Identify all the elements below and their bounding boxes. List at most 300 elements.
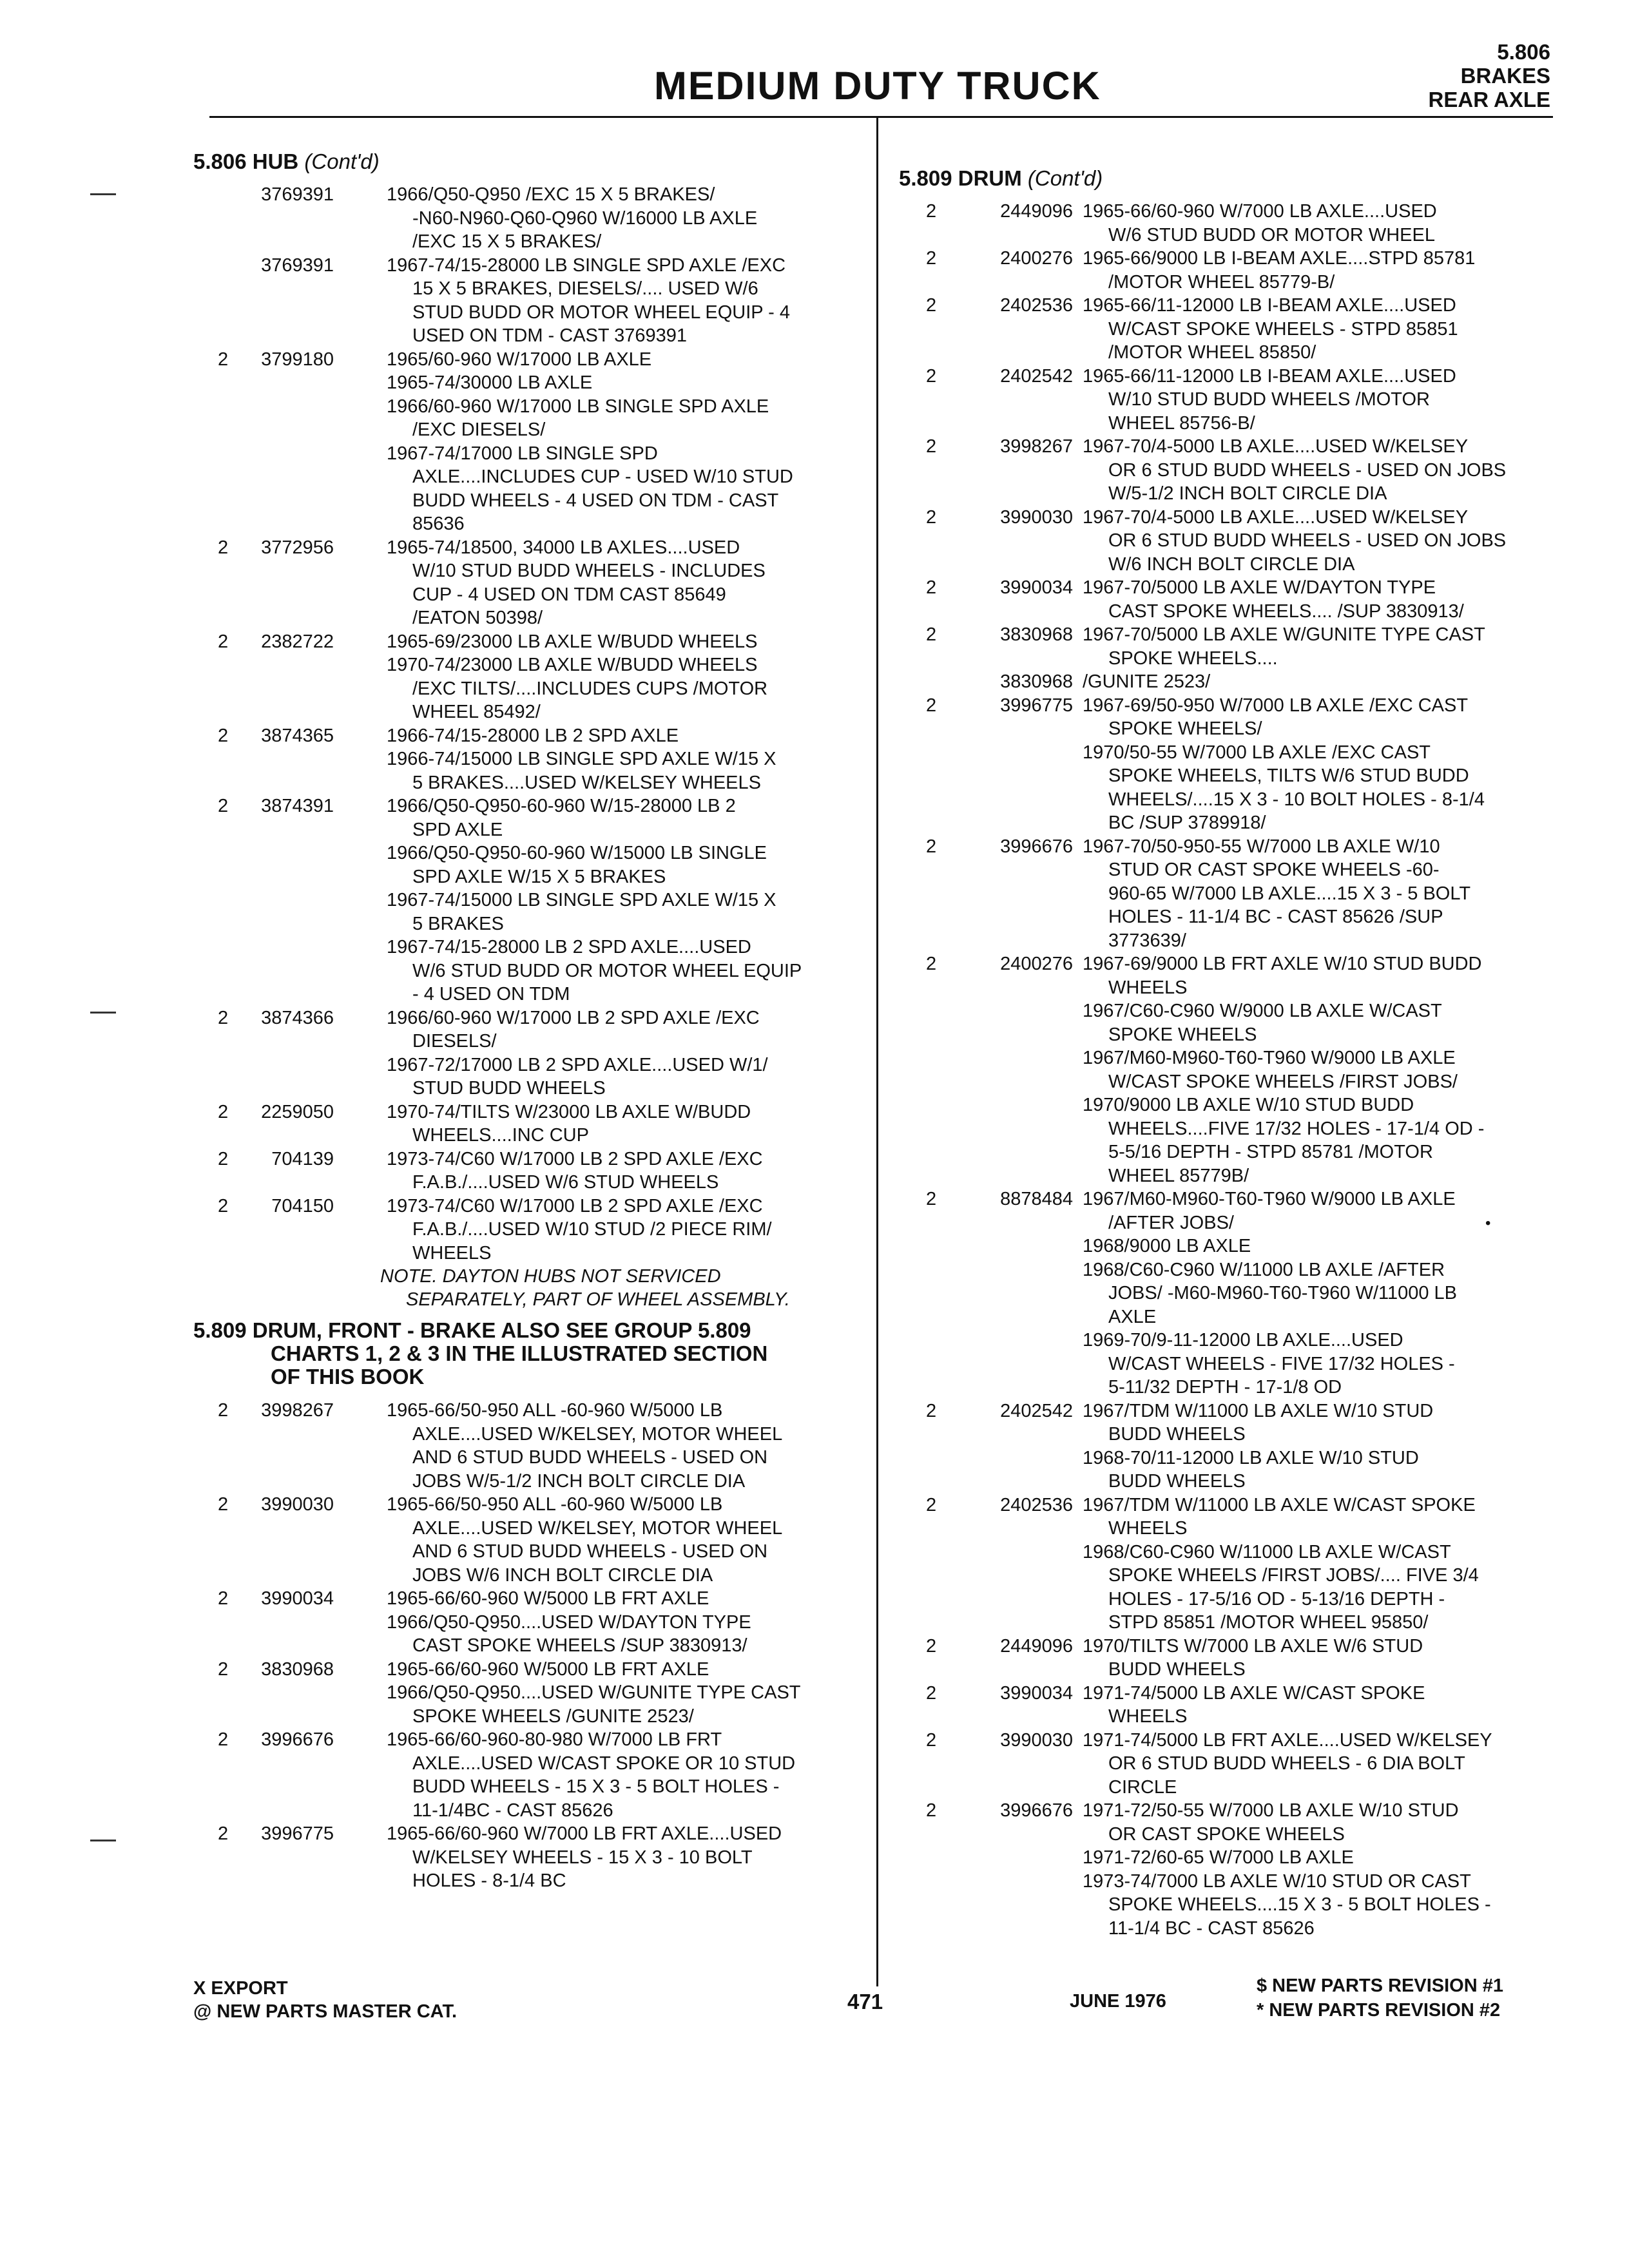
description-line: F.A.B./....USED W/10 STUD /2 PIECE RIM/ [412, 1219, 772, 1240]
part-description [387, 1728, 851, 1822]
description-line: AND 6 STUD BUDD WHEELS - USED ON [412, 1447, 768, 1468]
part-description [387, 1148, 851, 1195]
description-line: SPOKE WHEELS [1108, 1024, 1257, 1045]
description-line: WHEELS....FIVE 17/32 HOLES - 17-1/4 OD - [1108, 1118, 1485, 1139]
quantity: 2 [218, 1588, 229, 1609]
description-line: /MOTOR WHEEL 85779-B/ [1108, 271, 1335, 293]
description-line: /GUNITE 2523/ [1083, 671, 1211, 692]
description-line: 1966/Q50-Q950-60-960 W/15000 LB SINGLE [387, 843, 767, 863]
description-line: 11-1/4 BC - CAST 85626 [1108, 1917, 1315, 1939]
part-entry [193, 1493, 851, 1587]
description-line: 1967-74/15-28000 LB 2 SPD AXLE....USED [387, 937, 751, 957]
quantity: 2 [218, 349, 229, 370]
part-entry [899, 835, 1556, 953]
part-number: 2400276 [1000, 954, 1073, 974]
description-line: 5 BRAKES....USED W/KELSEY WHEELS [412, 772, 761, 793]
description-line: 1965/60-960 W/17000 LB AXLE [387, 349, 652, 370]
description-line: 1965-66/50-950 ALL -60-960 W/5000 LB [387, 1494, 723, 1515]
description-line: BUDD WHEELS - 4 USED ON TDM - CAST [412, 490, 779, 511]
description-line: OR CAST SPOKE WHEELS [1108, 1823, 1345, 1845]
part-entry [899, 1494, 1556, 1635]
part-number: 3830968 [1000, 624, 1073, 645]
part-description [1083, 1729, 1556, 1800]
drum-front-parts-list [193, 1399, 851, 1893]
part-number: 704150 [271, 1195, 334, 1216]
part-description [1083, 200, 1556, 247]
description-line: W/6 STUD BUDD OR MOTOR WHEEL [1108, 224, 1435, 245]
description-line: AXLE....USED W/KELSEY, MOTOR WHEEL [412, 1517, 783, 1539]
part-entry [899, 952, 1556, 1187]
part-description [387, 1822, 851, 1893]
description-line: 1965-66/60-960-80-980 W/7000 LB FRT [387, 1729, 722, 1750]
part-number: 3990030 [1000, 1729, 1073, 1751]
description-line: 11-1/4BC - CAST 85626 [412, 1800, 613, 1821]
description-line: F.A.B./....USED W/6 STUD WHEELS [412, 1172, 719, 1193]
part-entry [193, 1399, 851, 1493]
description-line: 1966-74/15-28000 LB 2 SPD AXLE [387, 725, 679, 746]
description-line: 960-65 W/7000 LB AXLE....15 X 3 - 5 BOLT [1108, 883, 1471, 904]
description-line: W/6 STUD BUDD OR MOTOR WHEEL EQUIP [412, 960, 802, 981]
margin-tick [90, 193, 116, 195]
part-entry [193, 536, 851, 630]
description-line: SPOKE WHEELS, TILTS W/6 STUD BUDD [1108, 765, 1469, 786]
description-line: 1967-70/4-5000 LB AXLE....USED W/KELSEY [1083, 506, 1469, 528]
part-description [1083, 623, 1556, 670]
part-number: 2259050 [261, 1101, 334, 1122]
part-number: 3996676 [261, 1729, 334, 1750]
part-entry [899, 1799, 1556, 1940]
part-description [387, 724, 851, 795]
part-entry [899, 506, 1556, 577]
part-number: 3830968 [1000, 671, 1073, 692]
part-entry [899, 694, 1556, 835]
quantity: 2 [926, 295, 937, 316]
description-line: 15 X 5 BRAKES, DIESELS/.... USED W/6 [412, 278, 758, 299]
part-number: 3996676 [1000, 836, 1073, 857]
part-number: 3990034 [261, 1588, 334, 1609]
note-line-1: NOTE. DAYTON HUBS NOT SERVICED [380, 1266, 721, 1287]
description-line: OR 6 STUD BUDD WHEELS - 6 DIA BOLT [1108, 1753, 1465, 1774]
description-line: AXLE....INCLUDES CUP - USED W/10 STUD [412, 466, 793, 487]
description-line: SPOKE WHEELS.... [1108, 648, 1278, 669]
revision-bullet: • [1485, 1215, 1491, 1232]
description-line: 1967-69/9000 LB FRT AXLE W/10 STUD BUDD [1083, 954, 1482, 974]
description-line: 1970-74/23000 LB AXLE W/BUDD WHEELS [387, 655, 758, 675]
part-number: 3874366 [261, 1007, 334, 1028]
description-line: /EXC TILTS/....INCLUDES CUPS /MOTOR [412, 678, 768, 699]
part-entry [899, 670, 1556, 694]
description-line: 1970/TILTS W/7000 LB AXLE W/6 STUD [1083, 1635, 1423, 1657]
revision-1: $ NEW PARTS REVISION #1 [1257, 1975, 1503, 1996]
description-line: 1965-66/60-960 W/5000 LB FRT AXLE [387, 1658, 709, 1680]
description-line: 85636 [412, 514, 465, 534]
description-line: 5 BRAKES [412, 913, 504, 934]
description-line: W/CAST WHEELS - FIVE 17/32 HOLES - [1108, 1353, 1455, 1374]
column-divider [876, 118, 878, 1986]
part-number: 3990034 [1000, 1682, 1073, 1704]
description-line: 1967-69/50-950 W/7000 LB AXLE /EXC CAST [1083, 695, 1469, 716]
description-line: OR 6 STUD BUDD WHEELS - USED ON JOBS [1108, 459, 1507, 481]
part-number: 2449096 [1000, 201, 1073, 222]
description-line: 1967/M60-M960-T60-T960 W/9000 LB AXLE [1083, 1048, 1456, 1068]
description-line: AXLE [1108, 1306, 1157, 1327]
description-line: 1965-74/18500, 34000 LB AXLES....USED [387, 537, 740, 558]
note-line-2: SEPARATELY, PART OF WHEEL ASSEMBLY. [406, 1289, 790, 1310]
section-label: 5.809 DRUM [899, 166, 1022, 190]
publication-date: JUNE 1976 [1070, 1991, 1166, 2012]
part-number: 3996676 [1000, 1800, 1073, 1821]
description-line: 1968/9000 LB AXLE [1083, 1236, 1251, 1256]
quantity: 2 [926, 954, 937, 974]
description-line: SPD AXLE W/15 X 5 BRAKES [412, 866, 666, 887]
description-line: STUD OR CAST SPOKE WHEELS -60- [1108, 860, 1440, 880]
quantity: 2 [218, 1658, 229, 1680]
description-line: /EXC DIESELS/ [412, 419, 546, 440]
description-line: BUDD WHEELS [1108, 1659, 1246, 1680]
description-line: AND 6 STUD BUDD WHEELS - USED ON [412, 1541, 768, 1562]
description-line: 1970-74/TILTS W/23000 LB AXLE W/BUDD [387, 1101, 751, 1122]
part-description [1083, 365, 1556, 436]
part-number: 3990030 [261, 1494, 334, 1515]
description-line: 1973-74/C60 W/17000 LB 2 SPD AXLE /EXC [387, 1148, 763, 1169]
description-line: 1968/C60-C960 W/11000 LB AXLE W/CAST [1083, 1541, 1451, 1562]
quantity: 2 [926, 506, 937, 528]
description-line: SPOKE WHEELS /GUNITE 2523/ [412, 1706, 694, 1727]
description-line: SPD AXLE [412, 819, 503, 840]
quantity: 2 [926, 1635, 937, 1657]
quantity: 2 [926, 436, 937, 457]
margin-tick [90, 1840, 116, 1841]
section-heading-line: CHARTS 1, 2 & 3 IN THE ILLUSTRATED SECTION [271, 1341, 768, 1365]
section-heading-drum-front [193, 1319, 851, 1389]
description-line: CUP - 4 USED ON TDM CAST 85649 [412, 584, 726, 605]
section-heading-line: OF THIS BOOK [271, 1365, 425, 1389]
description-line: BC /SUP 3789918/ [1108, 812, 1266, 833]
description-line: 1971-72/60-65 W/7000 LB AXLE [1083, 1847, 1354, 1868]
part-entry [193, 1148, 851, 1195]
part-number: 3998267 [261, 1400, 334, 1421]
description-line: 1970/50-55 W/7000 LB AXLE /EXC CAST [1083, 742, 1431, 763]
part-description [1083, 576, 1556, 623]
part-entry [193, 254, 851, 348]
description-line: -N60-N960-Q60-Q960 W/16000 LB AXLE [412, 207, 758, 229]
description-line: 1965-66/60-960 W/7000 LB AXLE....USED [1083, 201, 1437, 222]
quantity: 2 [218, 1007, 229, 1028]
description-line: 1967-70/4-5000 LB AXLE....USED W/KELSEY [1083, 436, 1469, 457]
part-number: 2402536 [1000, 1494, 1073, 1515]
quantity: 2 [926, 365, 937, 387]
description-line: 1970/9000 LB AXLE W/10 STUD BUDD [1083, 1095, 1414, 1115]
new-parts-legend: @ NEW PARTS MASTER CAT. [193, 2001, 458, 2022]
category-brakes: BRAKES [1460, 64, 1550, 88]
part-number: 3874391 [261, 796, 334, 816]
quantity: 2 [218, 537, 229, 558]
page-number: 471 [847, 1990, 883, 2013]
part-entry [899, 1682, 1556, 1729]
description-line: 1966/Q50-Q950....USED W/DAYTON TYPE [387, 1611, 751, 1633]
quantity: 2 [926, 201, 937, 222]
description-line: WHEELS [1108, 1706, 1188, 1727]
description-line: /EATON 50398/ [412, 608, 543, 628]
description-line: OR 6 STUD BUDD WHEELS - USED ON JOBS [1108, 530, 1507, 551]
part-entry [899, 1187, 1556, 1399]
part-number: 3769391 [261, 184, 334, 205]
part-entry [193, 630, 851, 724]
part-number: 2382722 [261, 631, 334, 652]
part-entry [899, 200, 1556, 247]
description-line: WHEELS [412, 1242, 492, 1264]
description-line: HOLES - 17-5/16 OD - 5-13/16 DEPTH - [1108, 1588, 1445, 1610]
continued-label: (Cont'd) [1027, 166, 1103, 190]
description-line: 1971-74/5000 LB FRT AXLE....USED W/KELSEY [1083, 1729, 1492, 1751]
section-heading-line: 5.809 DRUM, FRONT - BRAKE ALSO SEE GROUP 5.809 [193, 1318, 751, 1342]
description-line: CAST SPOKE WHEELS /SUP 3830913/ [412, 1635, 747, 1656]
quantity: 2 [926, 1729, 937, 1751]
part-entry [193, 1822, 851, 1893]
description-line: WHEELS/....15 X 3 - 10 BOLT HOLES - 8-1/4 [1108, 789, 1485, 810]
quantity: 2 [218, 1195, 229, 1216]
description-line: 1966/60-960 W/17000 LB 2 SPD AXLE /EXC [387, 1007, 760, 1028]
quantity: 2 [218, 1729, 229, 1750]
page-title: MEDIUM DUTY TRUCK [654, 64, 1101, 108]
quantity: 2 [926, 836, 937, 857]
part-number: 2402536 [1000, 295, 1073, 316]
quantity: 2 [218, 796, 229, 816]
quantity: 2 [926, 1494, 937, 1515]
description-line: W/5-1/2 INCH BOLT CIRCLE DIA [1108, 483, 1387, 504]
description-line: 3773639/ [1108, 930, 1186, 951]
part-entry [193, 724, 851, 795]
description-line: W/10 STUD BUDD WHEELS /MOTOR [1108, 389, 1430, 410]
category-rear-axle: REAR AXLE [1428, 88, 1550, 111]
part-entry [899, 1729, 1556, 1800]
description-line: /EXC 15 X 5 BRAKES/ [412, 231, 602, 252]
drum-parts-list [899, 200, 1556, 1940]
description-line: 1965-66/9000 LB I-BEAM AXLE....STPD 85781 [1083, 248, 1476, 269]
description-line: AXLE....USED W/KELSEY, MOTOR WHEEL [412, 1423, 783, 1445]
part-number: 2400276 [1000, 248, 1073, 269]
description-line: 1965-66/50-950 ALL -60-960 W/5000 LB [387, 1400, 723, 1421]
part-description [387, 183, 851, 254]
description-line: 1967-72/17000 LB 2 SPD AXLE....USED W/1/ [387, 1054, 768, 1075]
quantity: 2 [218, 631, 229, 652]
part-number: 3996775 [1000, 695, 1073, 716]
description-line: JOBS W/6 INCH BOLT CIRCLE DIA [412, 1564, 713, 1586]
description-line: 1968/C60-C960 W/11000 LB AXLE /AFTER [1083, 1259, 1445, 1280]
quantity: 2 [926, 624, 937, 645]
part-description [387, 1006, 851, 1100]
description-line: 1966-74/15000 LB SINGLE SPD AXLE W/15 X [387, 749, 776, 769]
description-line: DIESELS/ [412, 1031, 497, 1052]
part-entry [193, 348, 851, 536]
description-line: 1966/60-960 W/17000 LB SINGLE SPD AXLE [387, 396, 769, 417]
part-number: 3799180 [261, 349, 334, 370]
description-line: SPOKE WHEELS /FIRST JOBS/.... FIVE 3/4 [1108, 1565, 1479, 1586]
part-description [1083, 1494, 1556, 1635]
part-entry [193, 1728, 851, 1822]
description-line: 1967/TDM W/11000 LB AXLE W/10 STUD [1083, 1400, 1434, 1421]
section-code-block [1429, 40, 1550, 111]
revision-legend [1257, 1974, 1503, 2023]
description-line: 1968-70/11-12000 LB AXLE W/10 STUD [1083, 1447, 1419, 1468]
quantity: 2 [926, 1189, 937, 1209]
description-line: W/10 STUD BUDD WHEELS - INCLUDES [412, 561, 766, 581]
quantity: 2 [926, 695, 937, 716]
description-line: 1971-74/5000 LB AXLE W/CAST SPOKE [1083, 1682, 1425, 1704]
description-line: 1973-74/C60 W/17000 LB 2 SPD AXLE /EXC [387, 1195, 763, 1216]
description-line: 1967-74/17000 LB SINGLE SPD [387, 443, 658, 464]
description-line: STPD 85851 /MOTOR WHEEL 95850/ [1108, 1612, 1429, 1633]
part-entry [899, 1635, 1556, 1682]
footer-legend [193, 1977, 457, 2023]
description-line: WHEEL 85779B/ [1108, 1165, 1249, 1186]
continued-label: (Cont'd) [304, 149, 380, 173]
part-entry [193, 1658, 851, 1729]
part-entry [899, 623, 1556, 670]
quantity: 2 [218, 1101, 229, 1122]
part-description [387, 1587, 851, 1658]
part-entry [899, 294, 1556, 365]
description-line: WHEEL 85492/ [412, 702, 541, 722]
part-number: 3769391 [261, 255, 334, 276]
description-line: AXLE....USED W/CAST SPOKE OR 10 STUD [412, 1753, 796, 1774]
part-number: 3772956 [261, 537, 334, 558]
description-line: 1967/M60-M960-T60-T960 W/9000 LB AXLE [1083, 1189, 1456, 1209]
part-number: 8878484 [1000, 1189, 1073, 1209]
description-line: W/CAST SPOKE WHEELS - STPD 85851 [1108, 318, 1458, 340]
description-line: 1966/Q50-Q950....USED W/GUNITE TYPE CAST [387, 1682, 801, 1703]
part-description [1083, 670, 1556, 694]
part-entry [899, 435, 1556, 506]
quantity: 2 [218, 1400, 229, 1421]
part-description [1083, 952, 1556, 1187]
part-description [1083, 1635, 1556, 1682]
left-column [193, 149, 851, 1893]
quantity: 2 [926, 1682, 937, 1704]
description-line: WHEELS....INC CUP [412, 1125, 589, 1146]
description-line: 1965-69/23000 LB AXLE W/BUDD WHEELS [387, 631, 758, 652]
description-line: 1966/Q50-Q950-60-960 W/15-28000 LB 2 [387, 796, 736, 816]
part-number: 3990034 [1000, 577, 1073, 598]
part-description [1083, 694, 1556, 835]
description-line: BUDD WHEELS [1108, 1471, 1246, 1492]
part-number: 3830968 [261, 1658, 334, 1680]
description-line: W/CAST SPOKE WHEELS /FIRST JOBS/ [1108, 1071, 1458, 1092]
part-number: 3990030 [1000, 506, 1073, 528]
part-description [387, 794, 851, 1006]
section-heading-drum [899, 166, 1556, 191]
quantity: 2 [926, 1800, 937, 1821]
quantity: 2 [218, 1494, 229, 1515]
part-description [1083, 506, 1556, 577]
description-line: 1965-66/11-12000 LB I-BEAM AXLE....USED [1083, 365, 1456, 387]
description-line: JOBS W/5-1/2 INCH BOLT CIRCLE DIA [412, 1470, 746, 1492]
description-line: 1965-74/30000 LB AXLE [387, 372, 593, 393]
part-entry [193, 183, 851, 254]
part-description [387, 630, 851, 724]
part-number: 3996775 [261, 1823, 334, 1844]
description-line: BUDD WHEELS - 15 X 3 - 5 BOLT HOLES - [412, 1776, 780, 1797]
description-line: JOBS/ -M60-M960-T60-T960 W/11000 LB [1108, 1283, 1458, 1303]
part-number: 2402542 [1000, 365, 1073, 387]
part-description [387, 1100, 851, 1148]
part-description [1083, 835, 1556, 953]
part-entry [193, 1195, 851, 1265]
description-line: STUD BUDD WHEELS [412, 1078, 606, 1099]
description-line: USED ON TDM - CAST 3769391 [412, 325, 688, 346]
quantity: 2 [926, 1400, 937, 1421]
export-legend: X EXPORT [193, 1978, 288, 1999]
description-line: CIRCLE [1108, 1776, 1177, 1798]
part-description [387, 536, 851, 630]
part-description [1083, 435, 1556, 506]
description-line: 1965-66/60-960 W/7000 LB FRT AXLE....USED [387, 1823, 782, 1844]
description-line: STUD BUDD OR MOTOR WHEEL EQUIP - 4 [412, 302, 790, 323]
part-number: 2449096 [1000, 1635, 1073, 1657]
part-entry [193, 1100, 851, 1148]
header-rule [209, 116, 1553, 118]
right-column [899, 166, 1556, 1940]
part-entry [899, 247, 1556, 294]
part-description [387, 348, 851, 536]
description-line: HOLES - 11-1/4 BC - CAST 85626 /SUP [1108, 907, 1443, 927]
description-line: 1969-70/9-11-12000 LB AXLE....USED [1083, 1330, 1403, 1350]
description-line: 5-5/16 DEPTH - STPD 85781 /MOTOR [1108, 1142, 1433, 1162]
description-line: 1971-72/50-55 W/7000 LB AXLE W/10 STUD [1083, 1800, 1459, 1821]
part-description [1083, 1799, 1556, 1940]
hub-parts-list [193, 183, 851, 1265]
part-entry [193, 1006, 851, 1100]
description-line: 1967/C60-C960 W/9000 LB AXLE W/CAST [1083, 1001, 1442, 1021]
part-description [1083, 247, 1556, 294]
description-line: /MOTOR WHEEL 85850/ [1108, 342, 1316, 363]
quantity: 2 [926, 248, 937, 269]
part-description [387, 1399, 851, 1493]
part-entry [899, 576, 1556, 623]
quantity: 2 [218, 1148, 229, 1169]
description-line: SPOKE WHEELS....15 X 3 - 5 BOLT HOLES - [1108, 1894, 1491, 1915]
part-entry [899, 1399, 1556, 1494]
description-line: 1967-70/5000 LB AXLE W/GUNITE TYPE CAST [1083, 624, 1485, 645]
description-line: 1967-74/15000 LB SINGLE SPD AXLE W/15 X [387, 890, 776, 910]
description-line: 1965-66/60-960 W/5000 LB FRT AXLE [387, 1588, 709, 1609]
part-number: 3874365 [261, 725, 334, 746]
part-entry [193, 794, 851, 1006]
revision-2: * NEW PARTS REVISION #2 [1257, 2000, 1501, 2021]
part-description [387, 254, 851, 348]
part-description [387, 1195, 851, 1265]
description-line: 5-11/32 DEPTH - 17-1/8 OD [1108, 1377, 1342, 1398]
description-line: 1965-66/11-12000 LB I-BEAM AXLE....USED [1083, 295, 1456, 316]
part-description [387, 1493, 851, 1587]
section-heading-hub [193, 149, 851, 174]
description-line: WHEELS [1108, 977, 1188, 998]
part-number: 3998267 [1000, 436, 1073, 457]
description-line: W/6 INCH BOLT CIRCLE DIA [1108, 553, 1355, 575]
description-line: W/KELSEY WHEELS - 15 X 3 - 10 BOLT [412, 1847, 753, 1868]
section-code: 5.806 [1497, 40, 1550, 64]
part-description [1083, 1399, 1556, 1494]
description-line: 1967-74/15-28000 LB SINGLE SPD AXLE /EXC [387, 255, 786, 276]
description-line: 1966/Q50-Q950 /EXC 15 X 5 BRAKES/ [387, 184, 715, 205]
part-entry [193, 1587, 851, 1658]
description-line: CAST SPOKE WHEELS.... /SUP 3830913/ [1108, 601, 1464, 622]
description-line: 1967-70/5000 LB AXLE W/DAYTON TYPE [1083, 577, 1436, 598]
margin-tick [90, 1012, 116, 1014]
quantity: 2 [926, 577, 937, 598]
part-number: 704139 [271, 1148, 334, 1169]
description-line: HOLES - 8-1/4 BC [412, 1870, 566, 1891]
